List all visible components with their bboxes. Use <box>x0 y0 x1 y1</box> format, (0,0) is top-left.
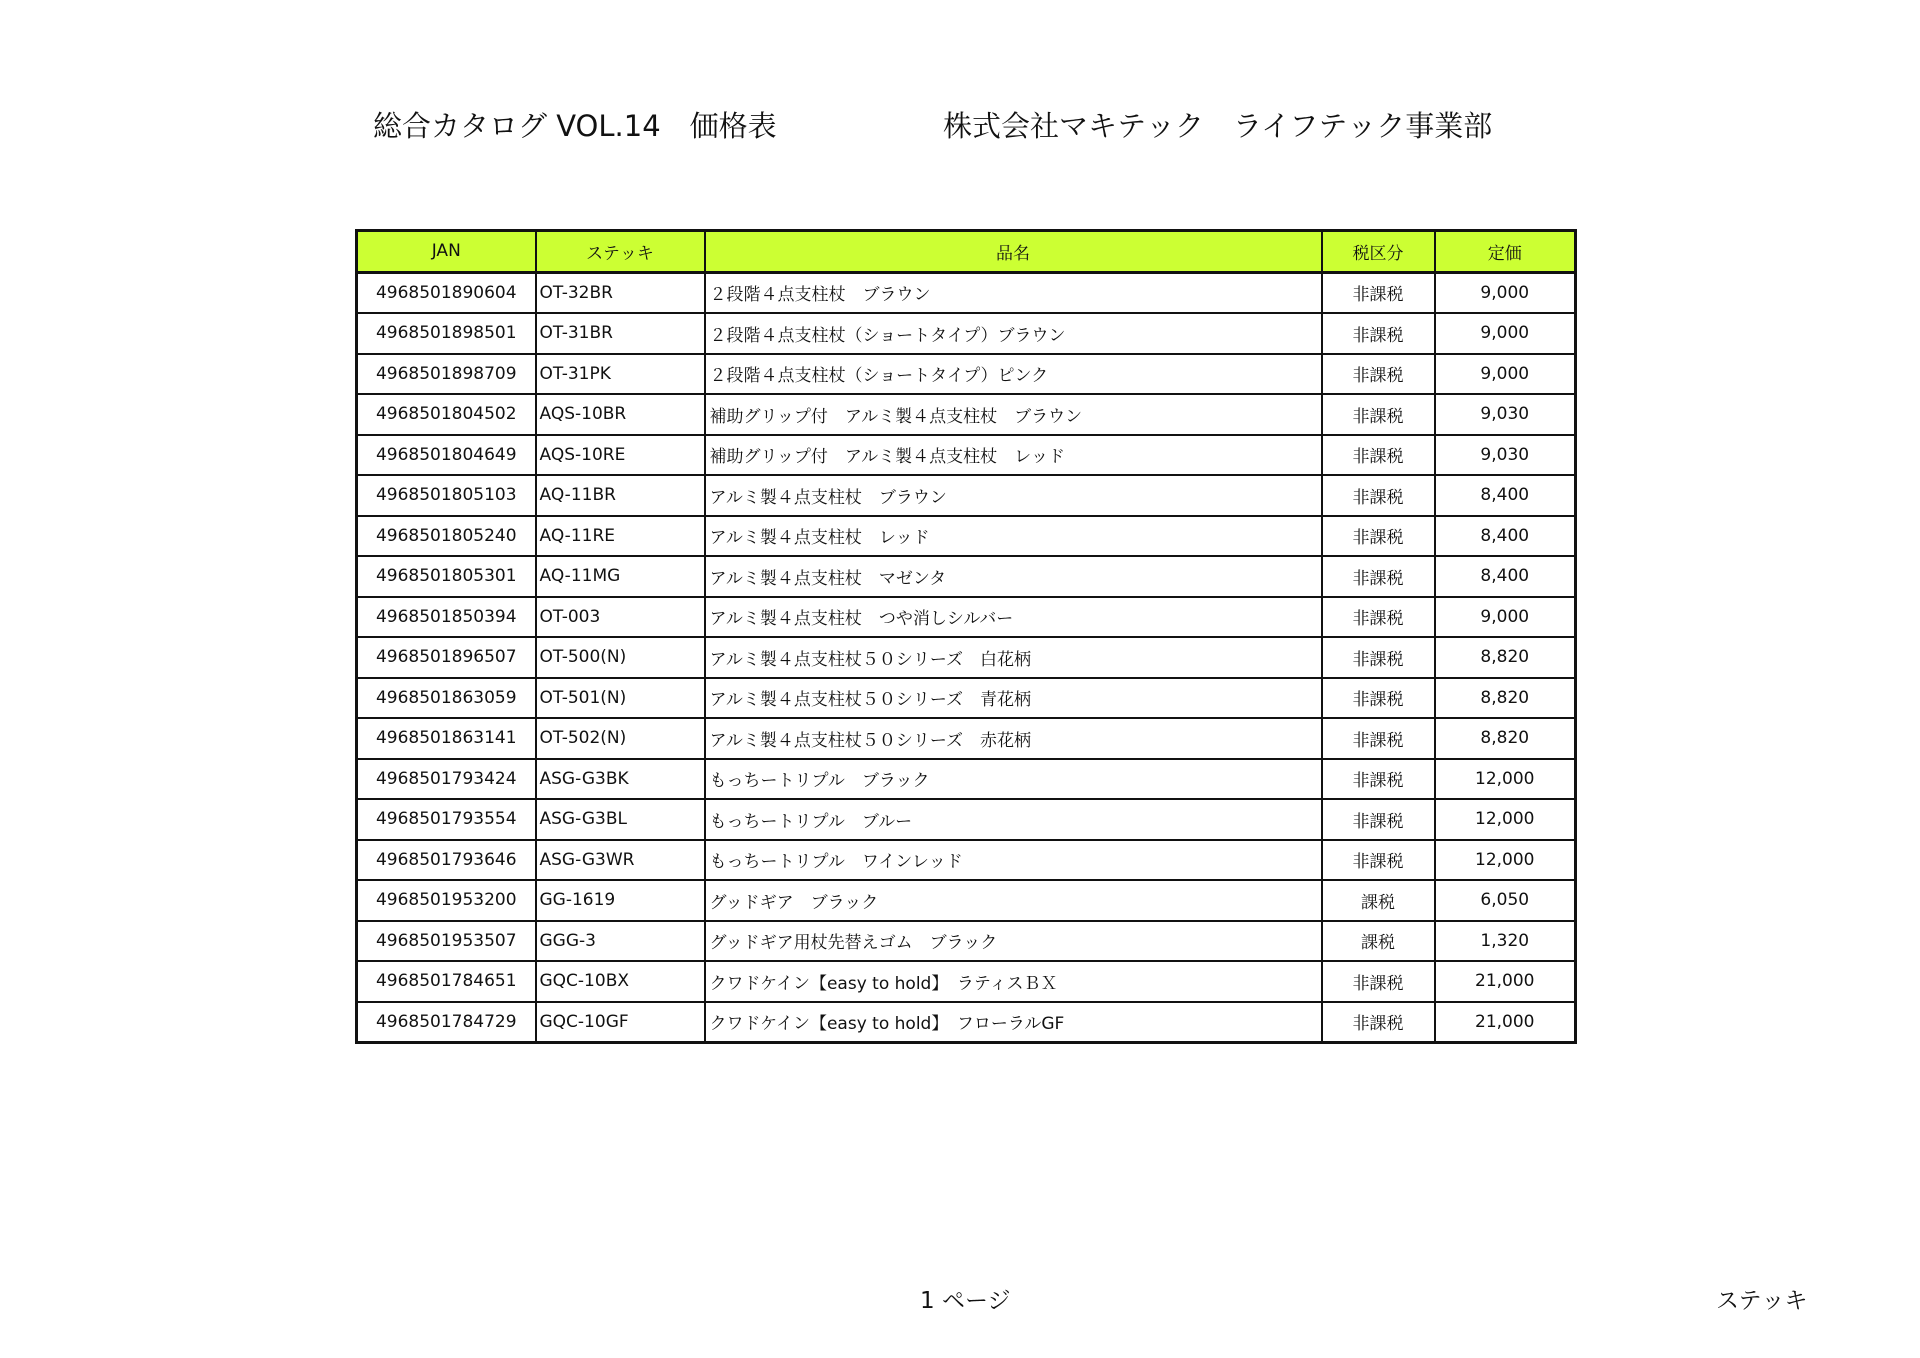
cell-tax-category: 非課税 <box>1322 840 1435 881</box>
cell-list-price: 12,000 <box>1435 759 1576 800</box>
cell-tax-category: 非課税 <box>1322 313 1435 354</box>
document-title: 総合カタログ VOL.14 価格表 <box>373 109 777 143</box>
cell-model: GG-1619 <box>536 880 705 921</box>
cell-product-name: グッドギア ブラック <box>705 880 1322 921</box>
cell-tax-category: 非課税 <box>1322 475 1435 516</box>
cell-jan: 4968501804649 <box>357 435 536 476</box>
cell-model: OT-502(N) <box>536 718 705 759</box>
cell-product-name: アルミ製４点支柱杖５０シリーズ 赤花柄 <box>705 718 1322 759</box>
cell-model: AQS-10BR <box>536 394 705 435</box>
cell-model: GQC-10BX <box>536 961 705 1002</box>
table-row <box>357 921 1576 962</box>
cell-jan: 4968501784651 <box>357 961 536 1002</box>
cell-jan: 4968501793424 <box>357 759 536 800</box>
column-header-list-price: 定価 <box>1435 231 1576 273</box>
cell-list-price: 8,400 <box>1435 475 1576 516</box>
cell-product-name: もっちートリプル ワインレッド <box>705 840 1322 881</box>
cell-jan: 4968501793646 <box>357 840 536 881</box>
cell-product-name: 補助グリップ付 アルミ製４点支柱杖 レッド <box>705 435 1322 476</box>
cell-product-name: ２段階４点支柱杖（ショートタイプ）ピンク <box>705 354 1322 395</box>
cell-list-price: 1,320 <box>1435 921 1576 962</box>
company-name: 株式会社マキテック ライフテック事業部 <box>943 109 1493 143</box>
cell-model: OT-31BR <box>536 313 705 354</box>
cell-list-price: 21,000 <box>1435 961 1576 1002</box>
cell-tax-category: 非課税 <box>1322 961 1435 1002</box>
cell-tax-category: 非課税 <box>1322 637 1435 678</box>
cell-list-price: 9,000 <box>1435 597 1576 638</box>
cell-product-name: グッドギア用杖先替えゴム ブラック <box>705 921 1322 962</box>
cell-jan: 4968501953507 <box>357 921 536 962</box>
cell-list-price: 9,000 <box>1435 354 1576 395</box>
cell-jan: 4968501804502 <box>357 394 536 435</box>
cell-jan: 4968501898501 <box>357 313 536 354</box>
cell-product-name: アルミ製４点支柱杖５０シリーズ 青花柄 <box>705 678 1322 719</box>
cell-jan: 4968501850394 <box>357 597 536 638</box>
table-row <box>357 272 1576 313</box>
table-row <box>357 435 1576 476</box>
table-row <box>357 475 1576 516</box>
cell-tax-category: 非課税 <box>1322 799 1435 840</box>
cell-tax-category: 非課税 <box>1322 1002 1435 1043</box>
table-body <box>357 272 1576 1043</box>
cell-jan: 4968501805240 <box>357 516 536 557</box>
cell-product-name: 補助グリップ付 アルミ製４点支柱杖 ブラウン <box>705 394 1322 435</box>
cell-product-name: アルミ製４点支柱杖 マゼンタ <box>705 556 1322 597</box>
column-header-tax-category: 税区分 <box>1322 231 1435 273</box>
cell-jan: 4968501890604 <box>357 272 536 313</box>
table-row <box>357 354 1576 395</box>
cell-tax-category: 非課税 <box>1322 435 1435 476</box>
column-header-product-name: 品名 <box>705 231 1322 273</box>
page-number: 1 ページ <box>920 1288 1011 1314</box>
cell-model: ASG-G3BK <box>536 759 705 800</box>
column-header-model: ステッキ <box>536 231 705 273</box>
cell-tax-category: 非課税 <box>1322 759 1435 800</box>
cell-tax-category: 非課税 <box>1322 678 1435 719</box>
cell-tax-category: 課税 <box>1322 880 1435 921</box>
cell-product-name: ２段階４点支柱杖 ブラウン <box>705 272 1322 313</box>
cell-jan: 4968501896507 <box>357 637 536 678</box>
cell-model: ASG-G3WR <box>536 840 705 881</box>
cell-list-price: 6,050 <box>1435 880 1576 921</box>
table-row <box>357 597 1576 638</box>
cell-tax-category: 非課税 <box>1322 516 1435 557</box>
cell-list-price: 8,400 <box>1435 556 1576 597</box>
price-table <box>355 229 1577 1044</box>
cell-tax-category: 非課税 <box>1322 272 1435 313</box>
cell-jan: 4968501784729 <box>357 1002 536 1043</box>
table-row <box>357 840 1576 881</box>
cell-model: OT-32BR <box>536 272 705 313</box>
cell-product-name: アルミ製４点支柱杖 つや消しシルバー <box>705 597 1322 638</box>
table-row <box>357 637 1576 678</box>
cell-list-price: 9,030 <box>1435 394 1576 435</box>
table-header-row <box>357 231 1576 273</box>
cell-jan: 4968501953200 <box>357 880 536 921</box>
column-header-jan: JAN <box>357 231 536 273</box>
cell-model: OT-31PK <box>536 354 705 395</box>
cell-product-name: アルミ製４点支柱杖 ブラウン <box>705 475 1322 516</box>
cell-list-price: 9,000 <box>1435 313 1576 354</box>
cell-product-name: アルミ製４点支柱杖 レッド <box>705 516 1322 557</box>
table-row <box>357 759 1576 800</box>
cell-list-price: 9,000 <box>1435 272 1576 313</box>
cell-list-price: 8,820 <box>1435 637 1576 678</box>
cell-jan: 4968501805301 <box>357 556 536 597</box>
table-row <box>357 880 1576 921</box>
cell-list-price: 8,820 <box>1435 718 1576 759</box>
cell-tax-category: 課税 <box>1322 921 1435 962</box>
cell-jan: 4968501898709 <box>357 354 536 395</box>
cell-model: OT-501(N) <box>536 678 705 719</box>
table-row <box>357 394 1576 435</box>
cell-product-name: もっちートリプル ブルー <box>705 799 1322 840</box>
cell-list-price: 12,000 <box>1435 799 1576 840</box>
table-row <box>357 678 1576 719</box>
cell-list-price: 21,000 <box>1435 1002 1576 1043</box>
table-row <box>357 718 1576 759</box>
cell-jan: 4968501805103 <box>357 475 536 516</box>
cell-list-price: 8,400 <box>1435 516 1576 557</box>
cell-list-price: 9,030 <box>1435 435 1576 476</box>
table-row <box>357 516 1576 557</box>
cell-product-name: クワドケイン【easy to hold】 ラティスＢＸ <box>705 961 1322 1002</box>
cell-model: AQ-11MG <box>536 556 705 597</box>
cell-model: AQ-11RE <box>536 516 705 557</box>
cell-jan: 4968501863059 <box>357 678 536 719</box>
cell-model: AQ-11BR <box>536 475 705 516</box>
sheet-name: ステッキ <box>1716 1288 1808 1314</box>
table-row <box>357 961 1576 1002</box>
cell-list-price: 8,820 <box>1435 678 1576 719</box>
cell-model: GQC-10GF <box>536 1002 705 1043</box>
cell-jan: 4968501863141 <box>357 718 536 759</box>
cell-list-price: 12,000 <box>1435 840 1576 881</box>
cell-product-name: クワドケイン【easy to hold】 フローラルGF <box>705 1002 1322 1043</box>
cell-tax-category: 非課税 <box>1322 394 1435 435</box>
cell-model: GGG-3 <box>536 921 705 962</box>
cell-product-name: アルミ製４点支柱杖５０シリーズ 白花柄 <box>705 637 1322 678</box>
table-row <box>357 1002 1576 1043</box>
table-row <box>357 799 1576 840</box>
cell-tax-category: 非課税 <box>1322 718 1435 759</box>
cell-model: OT-003 <box>536 597 705 638</box>
cell-product-name: ２段階４点支柱杖（ショートタイプ）ブラウン <box>705 313 1322 354</box>
table-row <box>357 313 1576 354</box>
cell-model: AQS-10RE <box>536 435 705 476</box>
cell-model: ASG-G3BL <box>536 799 705 840</box>
table-row <box>357 556 1576 597</box>
cell-tax-category: 非課税 <box>1322 354 1435 395</box>
cell-model: OT-500(N) <box>536 637 705 678</box>
cell-tax-category: 非課税 <box>1322 556 1435 597</box>
cell-product-name: もっちートリプル ブラック <box>705 759 1322 800</box>
cell-tax-category: 非課税 <box>1322 597 1435 638</box>
cell-jan: 4968501793554 <box>357 799 536 840</box>
